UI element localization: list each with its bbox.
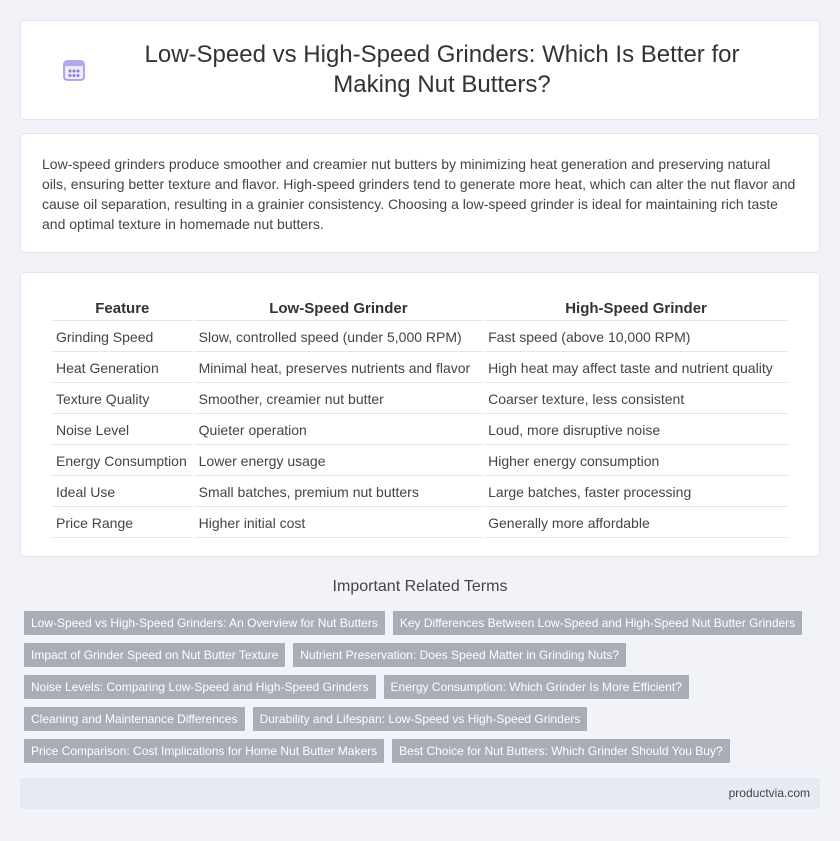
related-term-tag[interactable]: Nutrient Preservation: Does Speed Matter in Grinding Nuts? <box>293 643 626 667</box>
header-card <box>20 20 820 120</box>
related-terms-list <box>24 611 804 763</box>
table-cell-feature: Noise Level <box>52 416 193 445</box>
related-term-tag[interactable]: Key Differences Between Low-Speed and High-Speed Nut Butter Grinders <box>393 611 802 635</box>
footer <box>20 778 820 809</box>
related-term-tag[interactable]: Price Comparison: Cost Implications for Home Nut Butter Makers <box>24 739 384 763</box>
table-row <box>52 416 788 445</box>
table-cell-high-speed: Loud, more disruptive noise <box>484 416 788 445</box>
table-row <box>52 323 788 352</box>
table-cell-high-speed: Large batches, faster processing <box>484 478 788 507</box>
table-cell-low-speed: Quieter operation <box>195 416 482 445</box>
comparison-table-card <box>20 272 820 557</box>
related-term-tag[interactable]: Energy Consumption: Which Grinder Is More Efficient? <box>384 675 689 699</box>
table-cell-high-speed: Generally more affordable <box>484 509 788 538</box>
column-header-high-speed: High-Speed Grinder <box>484 297 788 321</box>
table-row <box>52 354 788 383</box>
related-term-tag[interactable]: Noise Levels: Comparing Low-Speed and High-Speed Grinders <box>24 675 376 699</box>
table-cell-low-speed: Higher initial cost <box>195 509 482 538</box>
summary-card <box>20 133 820 253</box>
table-cell-feature: Texture Quality <box>52 385 193 414</box>
footer-site-link[interactable]: productvia.com <box>728 786 810 800</box>
calendar-grid-icon <box>61 57 87 83</box>
column-header-feature: Feature <box>52 297 193 321</box>
table-cell-feature: Price Range <box>52 509 193 538</box>
table-cell-low-speed: Slow, controlled speed (under 5,000 RPM) <box>195 323 482 352</box>
table-row <box>52 447 788 476</box>
comparison-table <box>50 295 790 540</box>
table-row <box>52 385 788 414</box>
table-header-row <box>52 297 788 321</box>
table-row <box>52 509 788 538</box>
table-cell-high-speed: Higher energy consumption <box>484 447 788 476</box>
table-cell-low-speed: Lower energy usage <box>195 447 482 476</box>
summary-text: Low-speed grinders produce smoother and creamier nut butters by minimizing heat generation and preserving natural oils, ensuring better texture and flavor. High-speed grinders tend to generate more heat, which can alter the nut flavor and cause oil separation, resulting in a grainier consistency. Choosing a low-speed grinder is ideal for maintaining rich taste and optimal texture in homemade nut butters. <box>42 156 796 232</box>
table-cell-feature: Grinding Speed <box>52 323 193 352</box>
related-term-tag[interactable]: Best Choice for Nut Butters: Which Grinder Should You Buy? <box>392 739 730 763</box>
table-row <box>52 478 788 507</box>
table-cell-feature: Ideal Use <box>52 478 193 507</box>
table-cell-low-speed: Minimal heat, preserves nutrients and flavor <box>195 354 482 383</box>
table-cell-high-speed: Coarser texture, less consistent <box>484 385 788 414</box>
related-term-tag[interactable]: Durability and Lifespan: Low-Speed vs High-Speed Grinders <box>253 707 588 731</box>
column-header-low-speed: Low-Speed Grinder <box>195 297 482 321</box>
table-cell-feature: Heat Generation <box>52 354 193 383</box>
table-cell-feature: Energy Consumption <box>52 447 193 476</box>
table-cell-high-speed: High heat may affect taste and nutrient quality <box>484 354 788 383</box>
table-cell-high-speed: Fast speed (above 10,000 RPM) <box>484 323 788 352</box>
related-term-tag[interactable]: Low-Speed vs High-Speed Grinders: An Overview for Nut Butters <box>24 611 385 635</box>
table-cell-low-speed: Small batches, premium nut butters <box>195 478 482 507</box>
related-terms-heading: Important Related Terms <box>332 578 508 595</box>
related-term-tag[interactable]: Impact of Grinder Speed on Nut Butter Texture <box>24 643 285 667</box>
page-title: Low-Speed vs High-Speed Grinders: Which Is Better for Making Nut Butters? <box>144 41 740 98</box>
table-cell-low-speed: Smoother, creamier nut butter <box>195 385 482 414</box>
related-term-tag[interactable]: Cleaning and Maintenance Differences <box>24 707 245 731</box>
